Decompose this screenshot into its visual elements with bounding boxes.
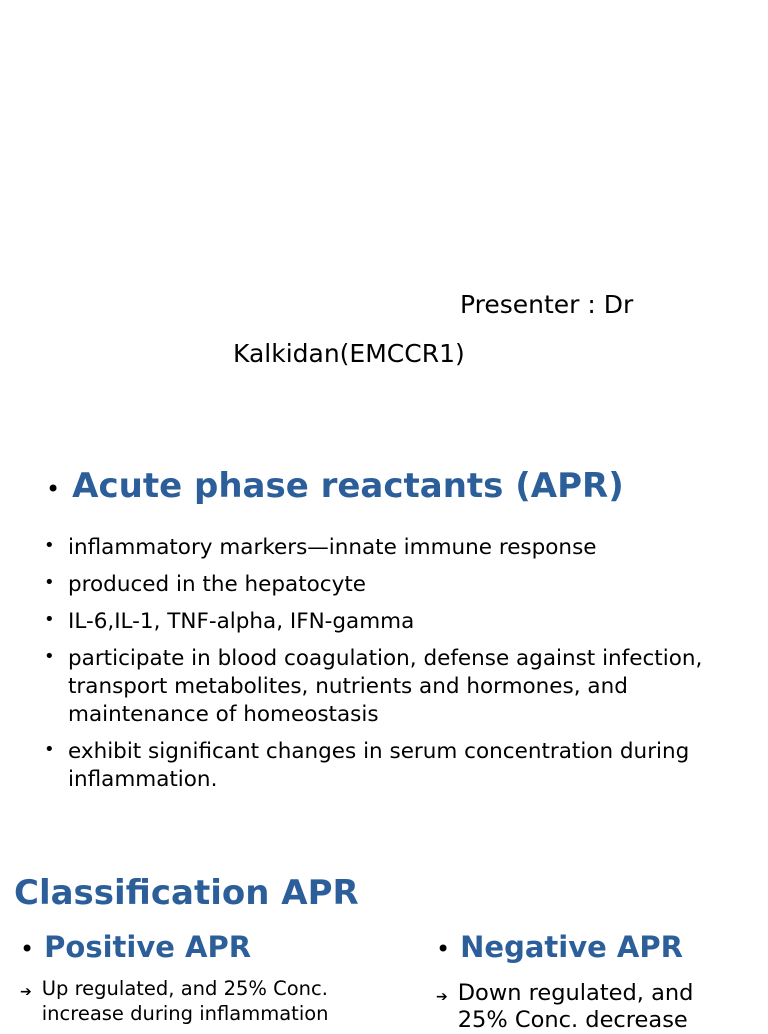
classification-heading: Classification APR bbox=[14, 873, 359, 913]
apr-bullet-item: • exhibit significant changes in serum concentration during inflammation. bbox=[44, 738, 744, 794]
apr-bullet-list bbox=[44, 534, 744, 803]
apr-heading: Acute phase reactants (APR) bbox=[72, 466, 624, 506]
negative-apr-heading-row bbox=[436, 930, 683, 964]
arrow-right-icon: ➔ bbox=[436, 989, 448, 1005]
bullet-dot-icon: • bbox=[436, 935, 451, 963]
negative-apr-subitem bbox=[436, 980, 736, 1034]
bullet-dot-icon: • bbox=[20, 935, 35, 963]
negative-apr-heading: Negative APR bbox=[460, 930, 683, 964]
apr-bullet-item: • IL-6,IL-1, TNF-alpha, IFN-gamma bbox=[44, 608, 744, 636]
presenter-line-1: Presenter : Dr bbox=[460, 290, 634, 319]
negative-apr-text: Down regulated, and 25% Conc. decrease bbox=[457, 980, 694, 1033]
apr-bullet-item: • produced in the hepatocyte bbox=[44, 571, 744, 599]
bullet-dot-icon: • bbox=[46, 475, 61, 503]
arrow-right-icon: ➔ bbox=[20, 984, 32, 1000]
presenter-line-2: Kalkidan(EMCCR1) bbox=[233, 339, 465, 368]
positive-apr-subitem bbox=[20, 976, 380, 1026]
apr-heading-row bbox=[46, 466, 624, 506]
apr-bullet-item: • inflammatory markers—innate immune response bbox=[44, 534, 744, 562]
apr-bullet-item: • participate in blood coagulation, defense against infection, transport metabolites, nutrients and hormones, and maintenance of homeostasis bbox=[44, 645, 744, 729]
positive-apr-text: Up regulated, and 25% Conc. increase during inflammation bbox=[41, 977, 329, 1025]
positive-apr-heading: Positive APR bbox=[44, 930, 252, 964]
positive-apr-heading-row bbox=[20, 930, 251, 964]
